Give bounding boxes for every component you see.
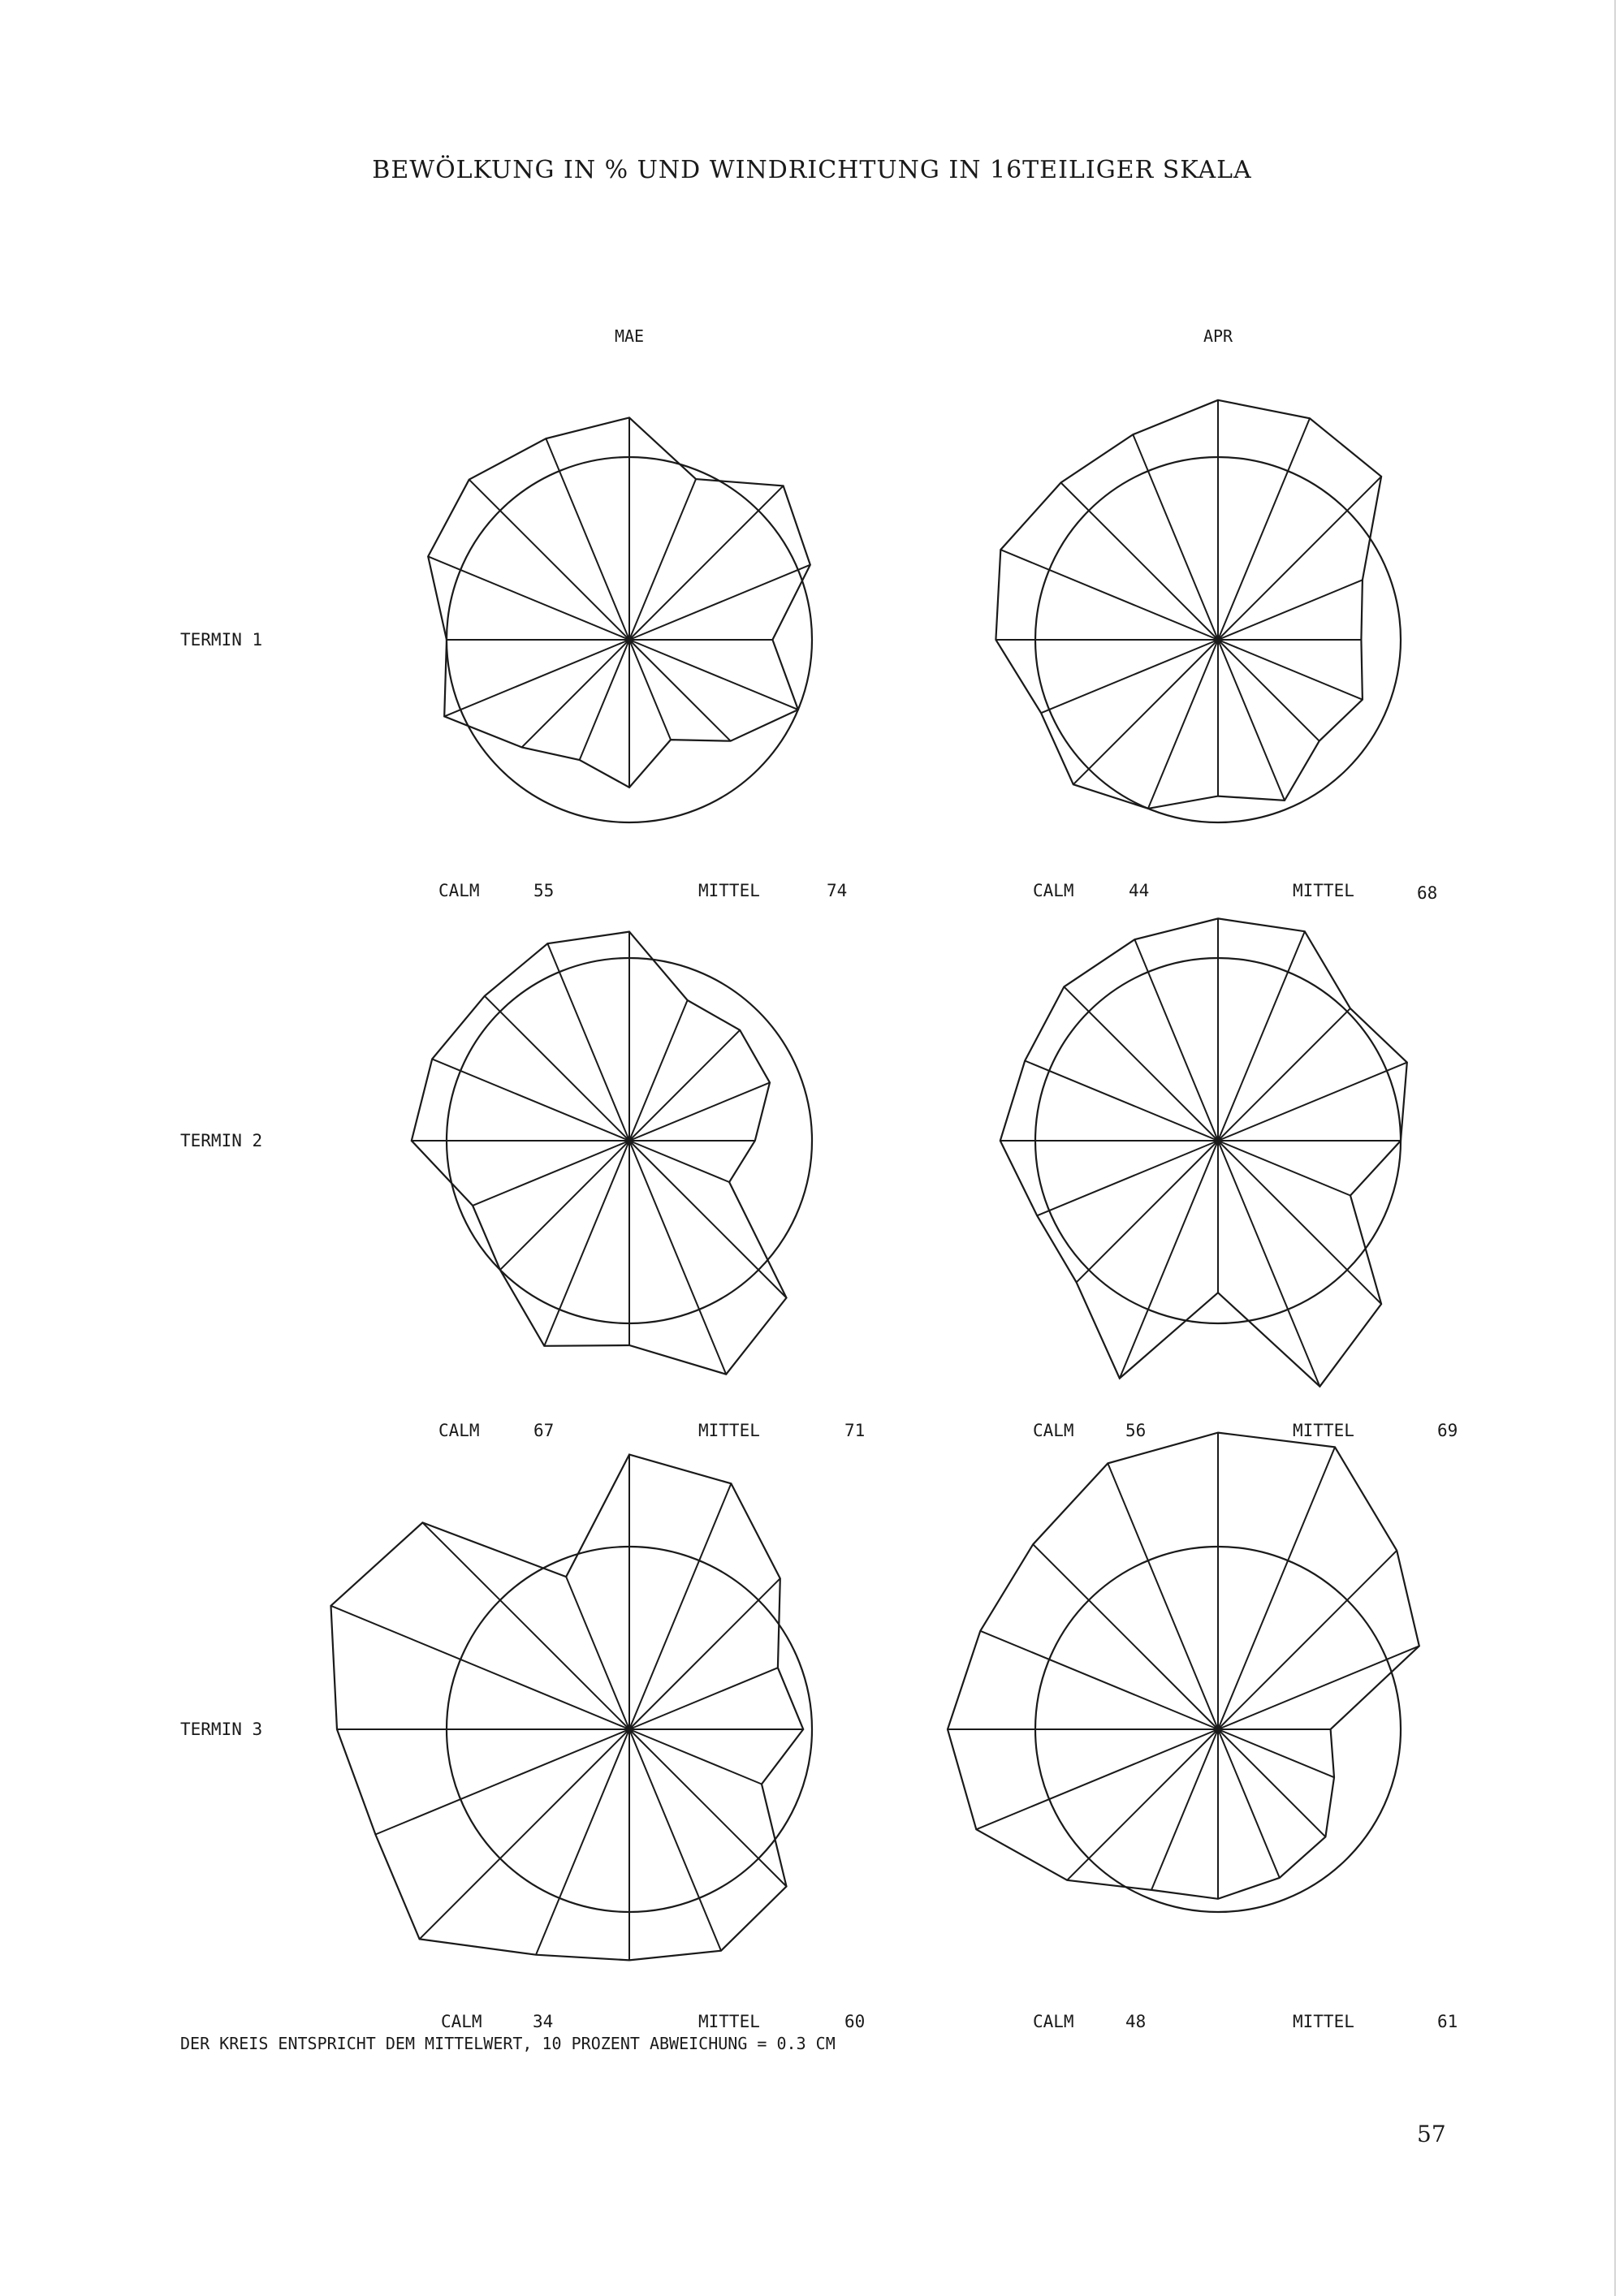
direction-spoke	[522, 640, 629, 747]
row-label-termin-2: TERMIN 2	[180, 1131, 263, 1150]
direction-spoke	[1218, 1551, 1397, 1729]
mittel-label: MITTEL	[1293, 2012, 1354, 2031]
direction-spoke	[1067, 1729, 1218, 1880]
calm-label: CALM	[1033, 2012, 1074, 2031]
wind-rose	[1000, 918, 1407, 1386]
page-title: BEWÖLKUNG IN % UND WINDRICHTUNG IN 16TEILIGER SKALA	[372, 156, 1252, 184]
mittel-label: MITTEL	[698, 2012, 760, 2031]
direction-spoke	[1218, 477, 1381, 640]
mittel-label: MITTEL	[1293, 1421, 1354, 1440]
direction-spoke	[1218, 1447, 1335, 1729]
cloudiness-polygon	[1000, 918, 1407, 1386]
footnote: DER KREIS ENTSPRICHT DEM MITTELWERT, 10 PROZENT ABWEICHUNG = 0.3 CM	[180, 2034, 836, 2053]
rose-center	[626, 1137, 633, 1144]
direction-spoke	[629, 486, 784, 640]
rose-center	[1215, 637, 1221, 643]
row-label-termin-1: TERMIN 1	[180, 630, 263, 650]
direction-spoke	[536, 1729, 629, 1955]
direction-spoke	[485, 996, 629, 1141]
mittel-value: 71	[844, 1421, 866, 1440]
direction-spoke	[976, 1729, 1218, 1829]
wind-rose	[412, 932, 812, 1375]
direction-spoke	[629, 1483, 731, 1729]
rose-center	[1215, 1137, 1221, 1144]
wind-rose	[331, 1455, 813, 1961]
mittel-label: MITTEL	[698, 881, 760, 900]
direction-spoke	[1218, 1141, 1381, 1304]
direction-spoke	[1218, 640, 1320, 741]
direction-spoke	[422, 1522, 629, 1729]
calm-value: 44	[1129, 881, 1150, 900]
calm-value: 48	[1125, 2012, 1147, 2031]
direction-spoke	[629, 1141, 787, 1298]
calm-value: 34	[533, 2012, 554, 2031]
direction-spoke	[629, 1578, 780, 1729]
direction-spoke	[1077, 1141, 1218, 1282]
rose-center	[626, 1726, 633, 1733]
direction-spoke	[1000, 550, 1218, 640]
mittel-value: 74	[827, 881, 848, 900]
direction-spoke	[1218, 1008, 1350, 1141]
direction-spoke	[629, 1030, 740, 1141]
calm-value: 67	[533, 1421, 555, 1440]
mittel-label: MITTEL	[1293, 881, 1354, 900]
calm-label: CALM	[438, 881, 480, 900]
calm-value: 56	[1125, 1421, 1147, 1440]
direction-spoke	[1061, 483, 1219, 641]
mittel-value: 68	[1417, 883, 1438, 903]
calm-label: CALM	[1033, 1421, 1074, 1440]
row-label-termin-3: TERMIN 3	[180, 1720, 263, 1739]
cloudiness-polygon	[948, 1433, 1419, 1899]
direction-spoke	[469, 480, 629, 640]
direction-spoke	[980, 1631, 1218, 1729]
cloudiness-polygon	[428, 417, 810, 787]
direction-spoke	[629, 1729, 787, 1887]
direction-spoke	[1218, 418, 1310, 640]
direction-spoke	[500, 1141, 629, 1270]
direction-spoke	[629, 1141, 726, 1375]
rose-center	[626, 637, 633, 643]
column-label-apr: APR	[1203, 326, 1233, 346]
wind-rose	[948, 1433, 1419, 1912]
calm-label: CALM	[441, 2012, 482, 2031]
cloudiness-polygon	[996, 400, 1381, 809]
direction-spoke	[1108, 1463, 1218, 1729]
page-number: 57	[1417, 2121, 1446, 2147]
direction-spoke	[1218, 1141, 1320, 1387]
mittel-value: 60	[844, 2012, 866, 2031]
wind-rose	[996, 400, 1401, 822]
direction-spoke	[1064, 986, 1218, 1141]
rose-center	[1215, 1726, 1221, 1733]
direction-spoke	[1218, 1729, 1325, 1836]
calm-label: CALM	[1033, 881, 1074, 900]
direction-spoke	[1073, 640, 1218, 784]
mittel-value: 61	[1437, 2012, 1458, 2031]
direction-spoke	[629, 640, 731, 741]
wind-rose	[428, 417, 812, 822]
column-label-mae: MAE	[614, 326, 645, 346]
direction-spoke	[375, 1729, 629, 1835]
calm-label: CALM	[438, 1421, 480, 1440]
direction-spoke	[629, 1729, 721, 1951]
mittel-label: MITTEL	[698, 1421, 760, 1440]
direction-spoke	[1120, 1141, 1218, 1379]
calm-value: 55	[533, 881, 555, 900]
direction-spoke	[420, 1729, 629, 1939]
mittel-value: 69	[1437, 1421, 1458, 1440]
cloudiness-polygon	[331, 1455, 804, 1961]
